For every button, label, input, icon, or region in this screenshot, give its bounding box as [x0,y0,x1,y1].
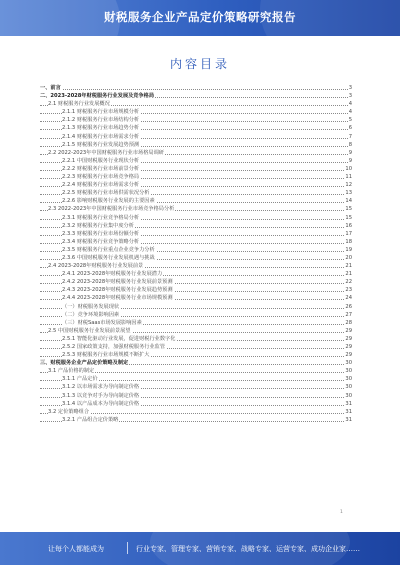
toc-entry[interactable] [40,286,352,294]
toc-entry-page: 26 [345,303,352,310]
toc-entry-title: 2.3.6 中国财税服务行业发展机遇与挑战 [62,254,155,261]
toc-entry-title: 2.4.4 2023-2028年财税服务行业市场规模预测 [62,295,173,302]
toc-entry-page: 3 [348,85,352,91]
toc-entry[interactable] [40,400,352,408]
toc-entry-page: 3 [348,93,352,100]
toc-entry-title: 3.1.1 产品定价 [62,376,98,383]
toc-entry-page: 13 [345,190,352,197]
toc-entry[interactable] [40,327,352,335]
toc-entry-page: 30 [345,376,352,383]
toc-entry[interactable] [40,197,352,205]
toc-entry[interactable] [40,351,352,359]
toc-entry[interactable] [40,214,352,222]
footer-slogan-left: 让每个人都能成为 [48,545,104,553]
toc-entry-title: 2.2.3 财税服务行业市场竞争格局 [62,174,140,181]
toc-entry-title: 2.2.6 影响财税服务行业发展的主要因素 [62,198,155,205]
toc-entry-page: 16 [345,222,352,229]
toc-entry[interactable] [40,133,352,141]
toc-entry[interactable] [40,416,352,424]
toc-entry-page: 21 [345,271,352,278]
toc-leader-dots [40,89,352,90]
toc-entry[interactable] [40,181,352,189]
toc-entry-page: 22 [345,279,352,286]
toc-entry-page: 19 [345,246,352,253]
toc-entry-page: 30 [345,392,352,399]
toc-entry-title: 2.3.2 财税服务行业集中度分析 [62,222,134,229]
toc-entry[interactable] [40,303,352,311]
toc-entry-title: 2.3.3 财税服务行业市场份额分析 [62,230,140,237]
toc-entry-title: 2.5.3 财税服务行业市场规模不断扩大 [62,352,150,359]
footer-divider [127,542,128,554]
toc-entry-title: 2.3.5 财税服务行业重点企业竞争力分析 [62,246,155,253]
toc-entry-title: 2.3.1 财税服务行业竞争格局分析 [62,214,140,221]
toc-entry-page: 28 [345,319,352,326]
toc-entry-title: 3.1.3 以竞争对手为导向制定价格 [62,392,140,399]
toc-entry-title: 2.1.1 财税服务行业市场规模分析 [62,109,140,116]
toc-entry[interactable] [40,230,352,238]
toc-entry-title: （三）财税Saas市场发展影响因素 [62,319,142,326]
toc-entry-title: 3.2.1 产品组合定价策略 [62,416,119,423]
toc-entry[interactable] [40,116,352,124]
toc-entry-title: 二、2023-2028年财税服务行业发展及竞争格局 [40,93,155,100]
toc-entry-page: 15 [345,206,352,213]
toc-entry-page: 12 [345,182,352,189]
toc-entry-title: 3.2 定价策略组合 [48,408,90,415]
toc-entry-page: 29 [345,352,352,359]
toc-entry-title: 2.1 财税服务行业发展概况 [48,101,110,108]
toc-entry[interactable] [40,408,352,416]
toc-title: 内容目录 [169,57,230,71]
toc-entry-title: 2.2.1 中国财税服务行业现状分析 [62,157,140,164]
toc-entry-title: 3.1.2 以市场需求为导向制定价格 [62,384,140,391]
toc-entry[interactable] [40,392,352,400]
toc-entry-page: 20 [345,254,352,261]
footer-slogan-right: 行业专家、管理专家、营销专家、战略专家、运营专家、成功企业家…… [136,545,360,553]
toc-entry-page: 6 [348,125,352,132]
toc-entry-page: 11 [345,174,352,181]
toc-entry[interactable] [40,84,352,92]
toc-entry[interactable] [40,92,352,100]
toc-entry[interactable] [40,254,352,262]
toc-entry[interactable] [40,165,352,173]
toc-entry-title: 2.2.2 财税服务行业市场前景分析 [62,165,140,172]
toc-entry-page: 31 [345,416,352,423]
toc-entry-title: 2.1.3 财税服务行业市场趋势分析 [62,125,140,132]
toc-entry-title: 2.1.2 财税服务行业市场结构分析 [62,117,140,124]
toc-entry-title: 2.5.1 智能化驱动行业发展，促进财税行业数字化 [62,335,176,342]
toc-entry-page: 5 [348,117,352,124]
toc-entry[interactable] [40,173,352,181]
toc-entry-page: 21 [345,263,352,270]
toc-entry-title: 2.4 2023-2028年财税服务行业发展前景 [48,263,144,270]
toc-entry-title: 2.4.2 2023-2028年财税服务行业发展前景预测 [62,279,173,286]
table-of-contents [40,84,352,424]
toc-entry[interactable] [40,108,352,116]
toc-entry-page: 15 [345,214,352,221]
toc-entry-title: （一）财税服务发展现状 [62,303,120,310]
toc-entry-page: 18 [345,238,352,245]
toc-entry-title: 2.5.2 国家政策支持，加强财税服务行业监管 [62,344,166,350]
toc-entry-title: 2.2 2022-2023年中国财税服务行业市场格局调研 [48,149,164,156]
toc-entry[interactable] [40,359,352,367]
toc-entry-page: 24 [345,295,352,302]
toc-entry-title: 2.1.4 财税服务行业市场需求分析 [62,133,140,140]
toc-entry[interactable] [40,262,352,270]
toc-entry[interactable] [40,100,352,108]
toc-entry[interactable] [40,335,352,343]
toc-entry-page: 10 [345,165,352,172]
toc-entry-title: 2.5 中国财税服务行业发展前景展望 [48,327,131,334]
toc-entry-title: 2.3.4 财税服务行业竞争策略分析 [62,238,140,245]
toc-entry-page: 4 [348,109,352,116]
toc-entry[interactable] [40,319,352,327]
toc-entry-title: 3.1 产品价格的制定 [48,368,95,375]
toc-entry-page: 14 [345,198,352,205]
toc-entry-title: （二）竞争环境影响因素 [62,311,120,318]
toc-entry-page: 30 [345,360,352,367]
toc-entry-title: 三、财税服务企业产品定价策略及制定 [40,360,129,367]
toc-entry[interactable] [40,278,352,286]
toc-entry[interactable] [40,246,352,254]
toc-entry[interactable] [40,238,352,246]
report-title: 财税服务企业产品定价策略研究报告 [104,10,296,24]
toc-entry-page: 30 [345,368,352,375]
footer-banner [0,532,400,565]
toc-entry[interactable] [40,141,352,149]
toc-entry-page: 17 [345,230,352,237]
toc-entry-title: 2.1.5 财税服务行业发展趋势预测 [62,141,140,148]
toc-entry[interactable] [40,294,352,302]
toc-entry[interactable] [40,149,352,157]
toc-entry-page: 23 [345,287,352,294]
toc-entry[interactable] [40,375,352,383]
toc-entry-page: 8 [348,141,352,148]
toc-entry-title: 2.4.3 2023-2028年财税服务行业发展趋势预测 [62,287,173,294]
toc-entry[interactable] [40,311,352,319]
toc-entry-page: 27 [345,311,352,318]
page-number: 1 [340,510,343,515]
toc-entry-page: 29 [345,327,352,334]
toc-entry-title: 2.2.5 财税服务行业市场供需状况分析 [62,190,150,197]
toc-entry[interactable] [40,205,352,213]
toc-entry-page: 9 [348,157,352,164]
toc-entry-page: 9 [348,149,352,156]
toc-entry-title: 2.3 2022-2023年中国财税服务行业市场竞争格局分析 [48,206,175,213]
toc-entry[interactable] [40,222,352,230]
toc-entry[interactable] [40,343,352,351]
toc-entry-page: 4 [348,101,352,108]
toc-entry[interactable] [40,383,352,391]
toc-entry-page: 31 [345,408,352,415]
toc-entry-title: 2.2.4 财税服务行业市场需求分析 [62,182,140,189]
toc-entry-page: 7 [348,133,352,140]
toc-entry-page: 31 [345,400,352,407]
toc-entry[interactable] [40,124,352,132]
toc-entry-page: 29 [345,344,352,350]
toc-entry-title: 一、前言 [40,85,61,91]
toc-entry-title: 2.4.1 2023-2028年财税服务行业发展潜力 [62,271,163,278]
toc-entry[interactable] [40,270,352,278]
toc-entry-page: 30 [345,384,352,391]
toc-entry[interactable] [40,367,352,375]
toc-entry[interactable] [40,157,352,165]
toc-entry-title: 3.1.4 以产品成本为导向制定价格 [62,400,140,407]
toc-entry[interactable] [40,189,352,197]
header-banner [0,0,400,36]
toc-entry-page: 29 [345,335,352,342]
